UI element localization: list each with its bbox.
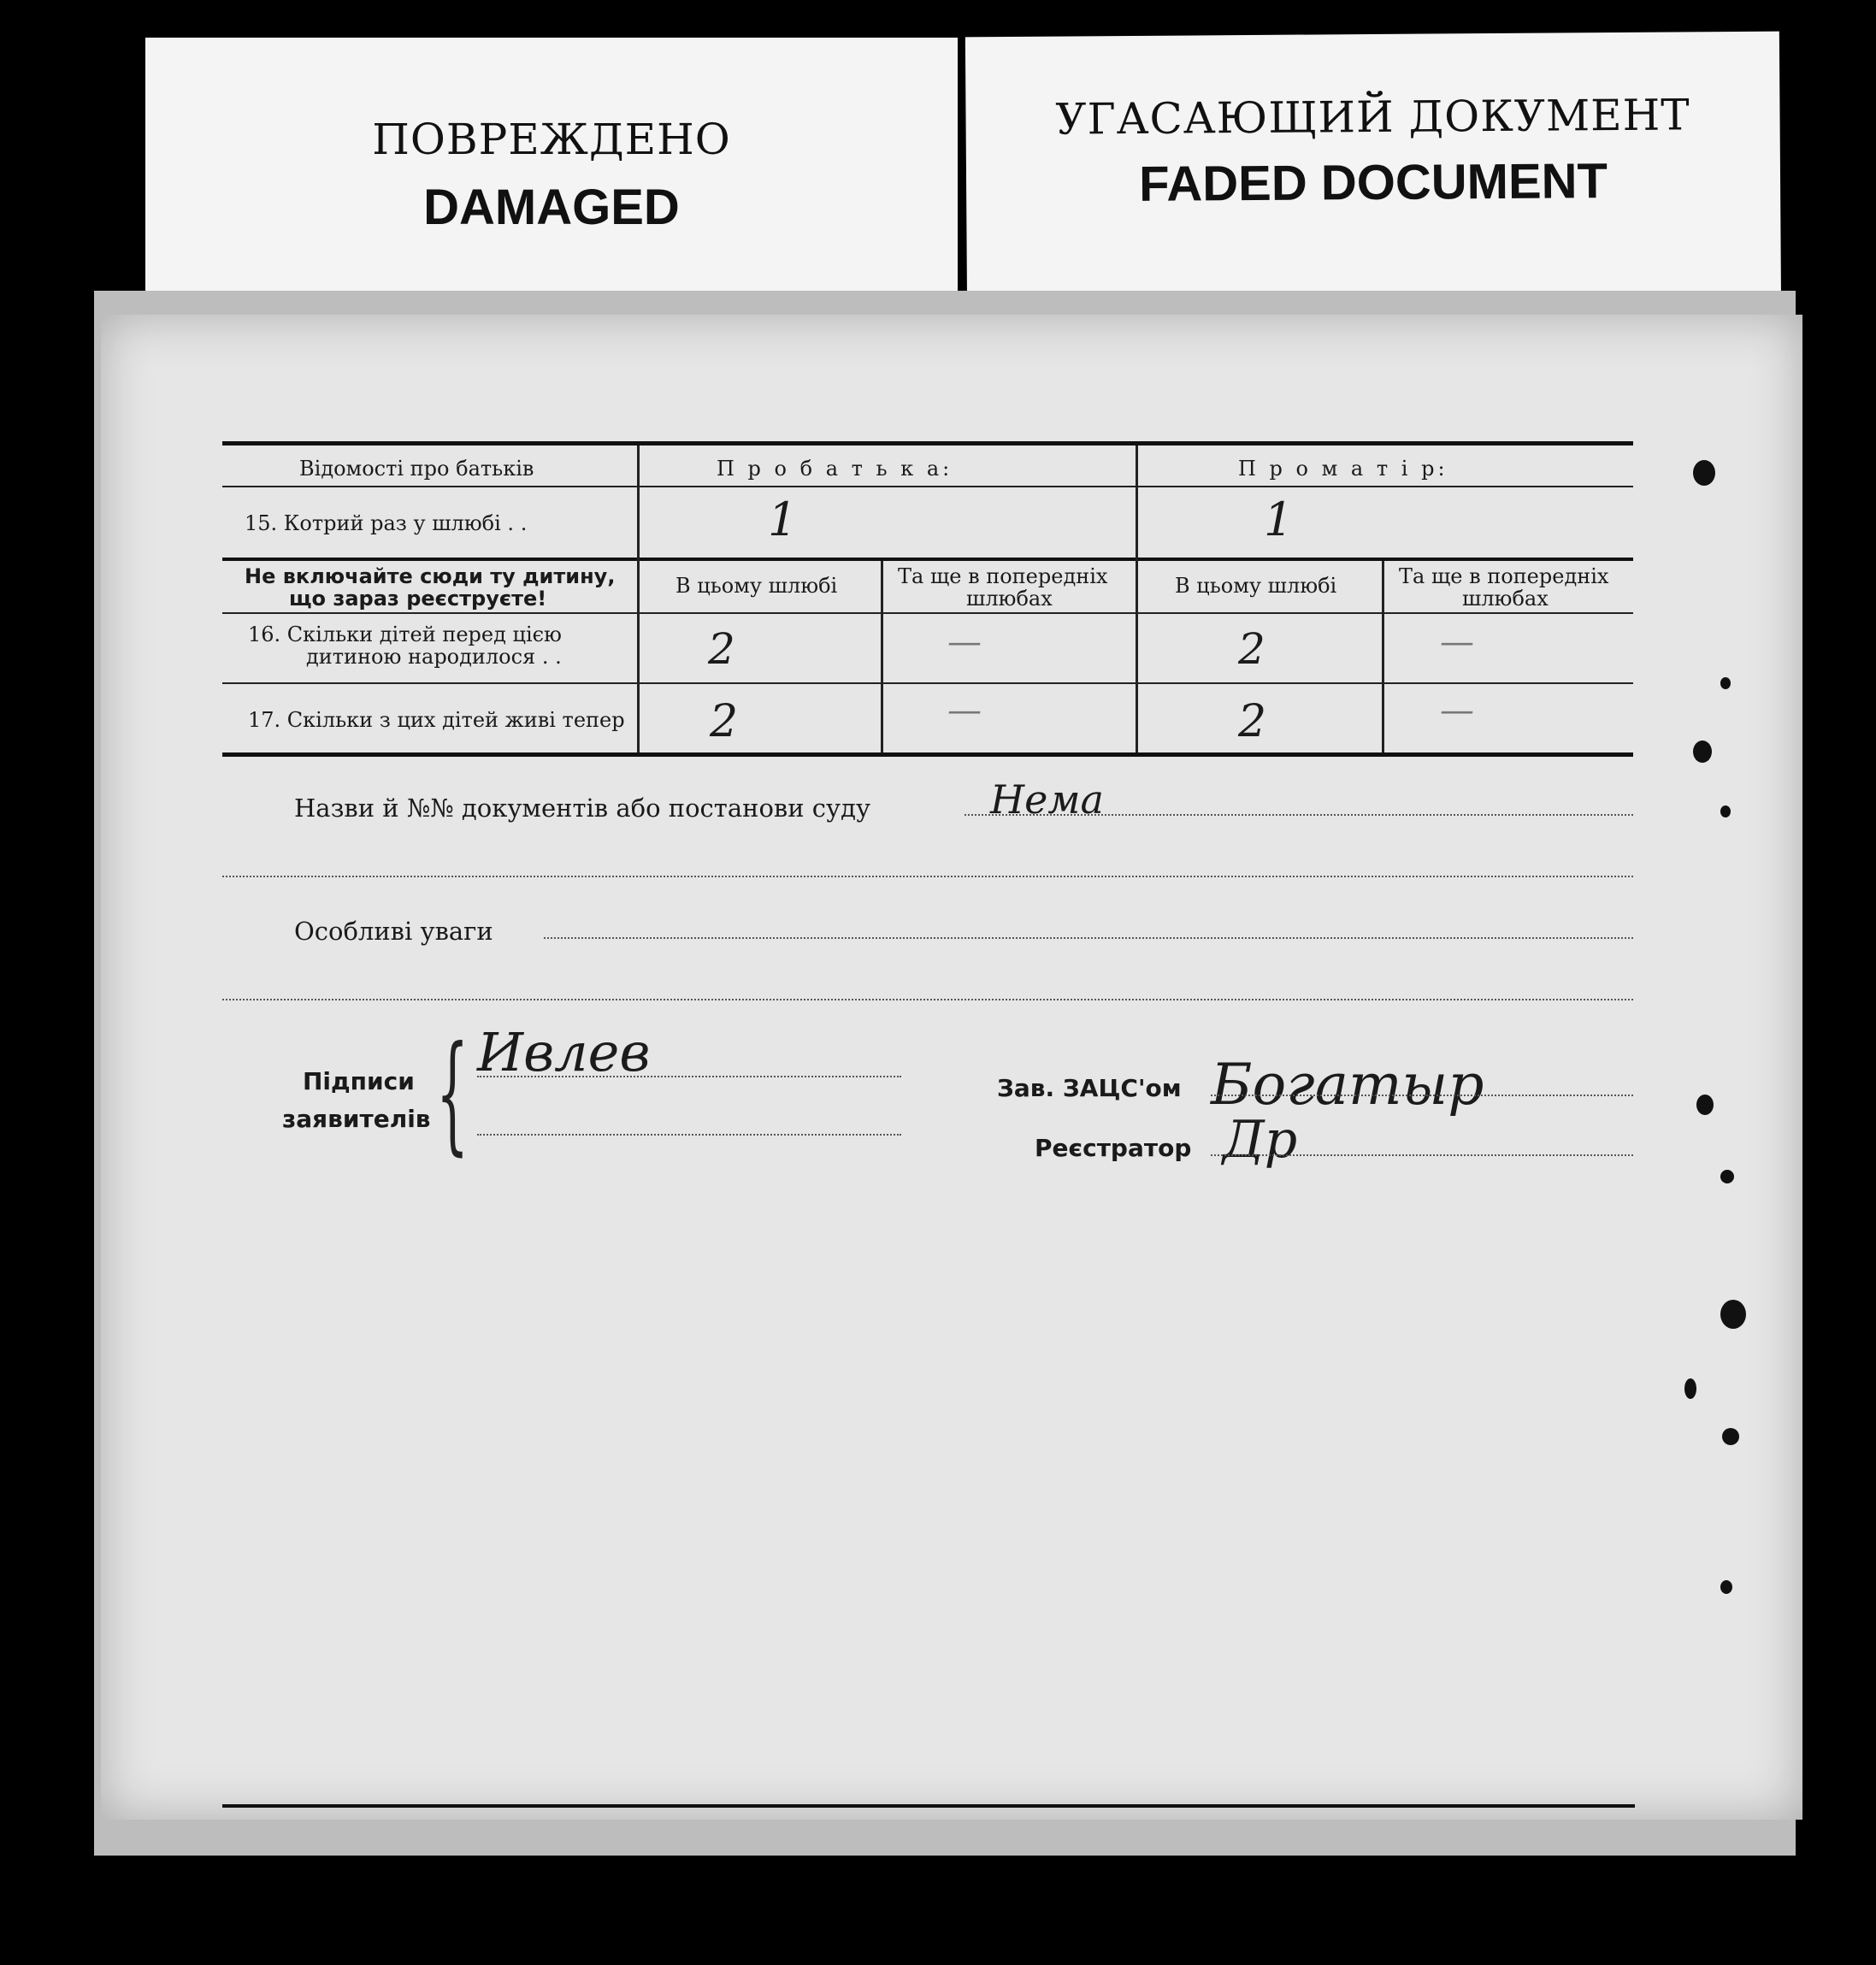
subheader-mother-prev-line1: Та ще в попередніх: [1399, 564, 1609, 588]
table-bottom-rule: [222, 752, 1633, 757]
registrar-label: Реєстратор: [1035, 1134, 1192, 1162]
header-parents-info: Відомості про батьків: [299, 457, 534, 481]
head-label: Зав. ЗАЦС'ом: [997, 1074, 1182, 1102]
subheader-note-line2: що зараз реєструєте!: [289, 587, 547, 611]
damaged-label-ru: ПОВРЕЖДЕНО: [372, 115, 731, 164]
row17-mother-this: 2: [1238, 696, 1267, 747]
row16-mother-this: 2: [1238, 624, 1265, 674]
notes-label: Особливі уваги: [294, 917, 493, 946]
row15-mother-value: 1: [1264, 493, 1294, 546]
row17-label: 17. Скільки з цих дітей живі тепер: [248, 708, 625, 732]
notes-line-2: [222, 999, 1633, 1000]
subheader-mother-prev-line2: шлюбах: [1462, 587, 1549, 611]
binding-hole: [1693, 460, 1715, 486]
row16-mother-prev: —: [1440, 623, 1474, 662]
faded-label-en: FADED DOCUMENT: [1138, 153, 1608, 212]
row17-mother-prev: —: [1440, 691, 1474, 730]
applicant-signature: Ивлев: [477, 1021, 651, 1083]
head-signature: Богатыр: [1211, 1052, 1484, 1118]
documents-line-2: [222, 876, 1633, 877]
row16-bottom-rule: [222, 682, 1633, 684]
faded-label-ru: УГАСАЮЩИЙ ДОКУМЕНТ: [1055, 90, 1690, 145]
signatures-label-1: Підписи: [303, 1067, 415, 1095]
bottom-rule: [222, 1804, 1635, 1808]
binding-hole: [1696, 1095, 1714, 1115]
applicant-line-1: [477, 1076, 901, 1077]
notes-line-1: [544, 937, 1633, 939]
faded-label-card: [965, 32, 1781, 320]
row17-father-prev: —: [947, 691, 982, 730]
binding-hole: [1720, 677, 1731, 689]
subheader-father-prev-line1: Та ще в попередніх: [898, 564, 1108, 588]
table-col-divider-2: [881, 561, 883, 752]
binding-hole: [1720, 1580, 1732, 1594]
subheader-mother-this: В цьому шлюбі: [1175, 574, 1337, 598]
applicant-line-2: [477, 1134, 901, 1136]
row16-label-line2: дитиною народилося . .: [306, 645, 562, 669]
row16-father-prev: —: [947, 623, 982, 662]
binding-hole: [1720, 1170, 1734, 1183]
row16-label-line1: 16. Скільки дітей перед цією: [248, 623, 562, 646]
table-top-rule: [222, 441, 1633, 446]
damaged-label-card: [145, 38, 958, 320]
header-father: П р о б а т ь к а:: [717, 457, 953, 481]
row17-father-this: 2: [710, 696, 739, 747]
damaged-label-en: DAMAGED: [423, 180, 680, 235]
signatures-label-2: заявителів: [282, 1105, 431, 1133]
binding-hole: [1720, 805, 1731, 817]
subheader-father-this: В цьому шлюбі: [675, 574, 838, 598]
binding-hole: [1722, 1428, 1739, 1445]
document-sheet: [101, 315, 1802, 1820]
row16-father-this: 2: [708, 624, 735, 674]
registrar-line: [1211, 1154, 1633, 1156]
header-mother: П р о м а т і р:: [1238, 457, 1448, 481]
subheader-rule: [222, 558, 1633, 561]
registrar-signature: Др: [1223, 1110, 1298, 1170]
binding-hole: [1684, 1378, 1696, 1399]
subheader-note-line1: Не включайте сюди ту дитину,: [245, 564, 616, 588]
table-col-divider-4: [1382, 561, 1384, 752]
binding-hole: [1720, 1300, 1746, 1329]
table-col-divider-1: [637, 446, 640, 752]
documents-line-1: [965, 814, 1633, 816]
row15-label: 15. Котрий раз у шлюбі . .: [245, 511, 528, 535]
head-line: [1211, 1095, 1633, 1096]
subheader-bottom-rule: [222, 612, 1633, 614]
row15-father-value: 1: [768, 493, 798, 546]
signatures-brace: {: [436, 1019, 469, 1168]
header-rule: [222, 486, 1633, 487]
documents-label: Назви й №№ документів або постанови суду: [294, 794, 871, 823]
binding-hole: [1693, 741, 1712, 763]
table-col-divider-3: [1136, 446, 1138, 752]
documents-value: Нема: [990, 776, 1104, 823]
subheader-father-prev-line2: шлюбах: [966, 587, 1053, 611]
